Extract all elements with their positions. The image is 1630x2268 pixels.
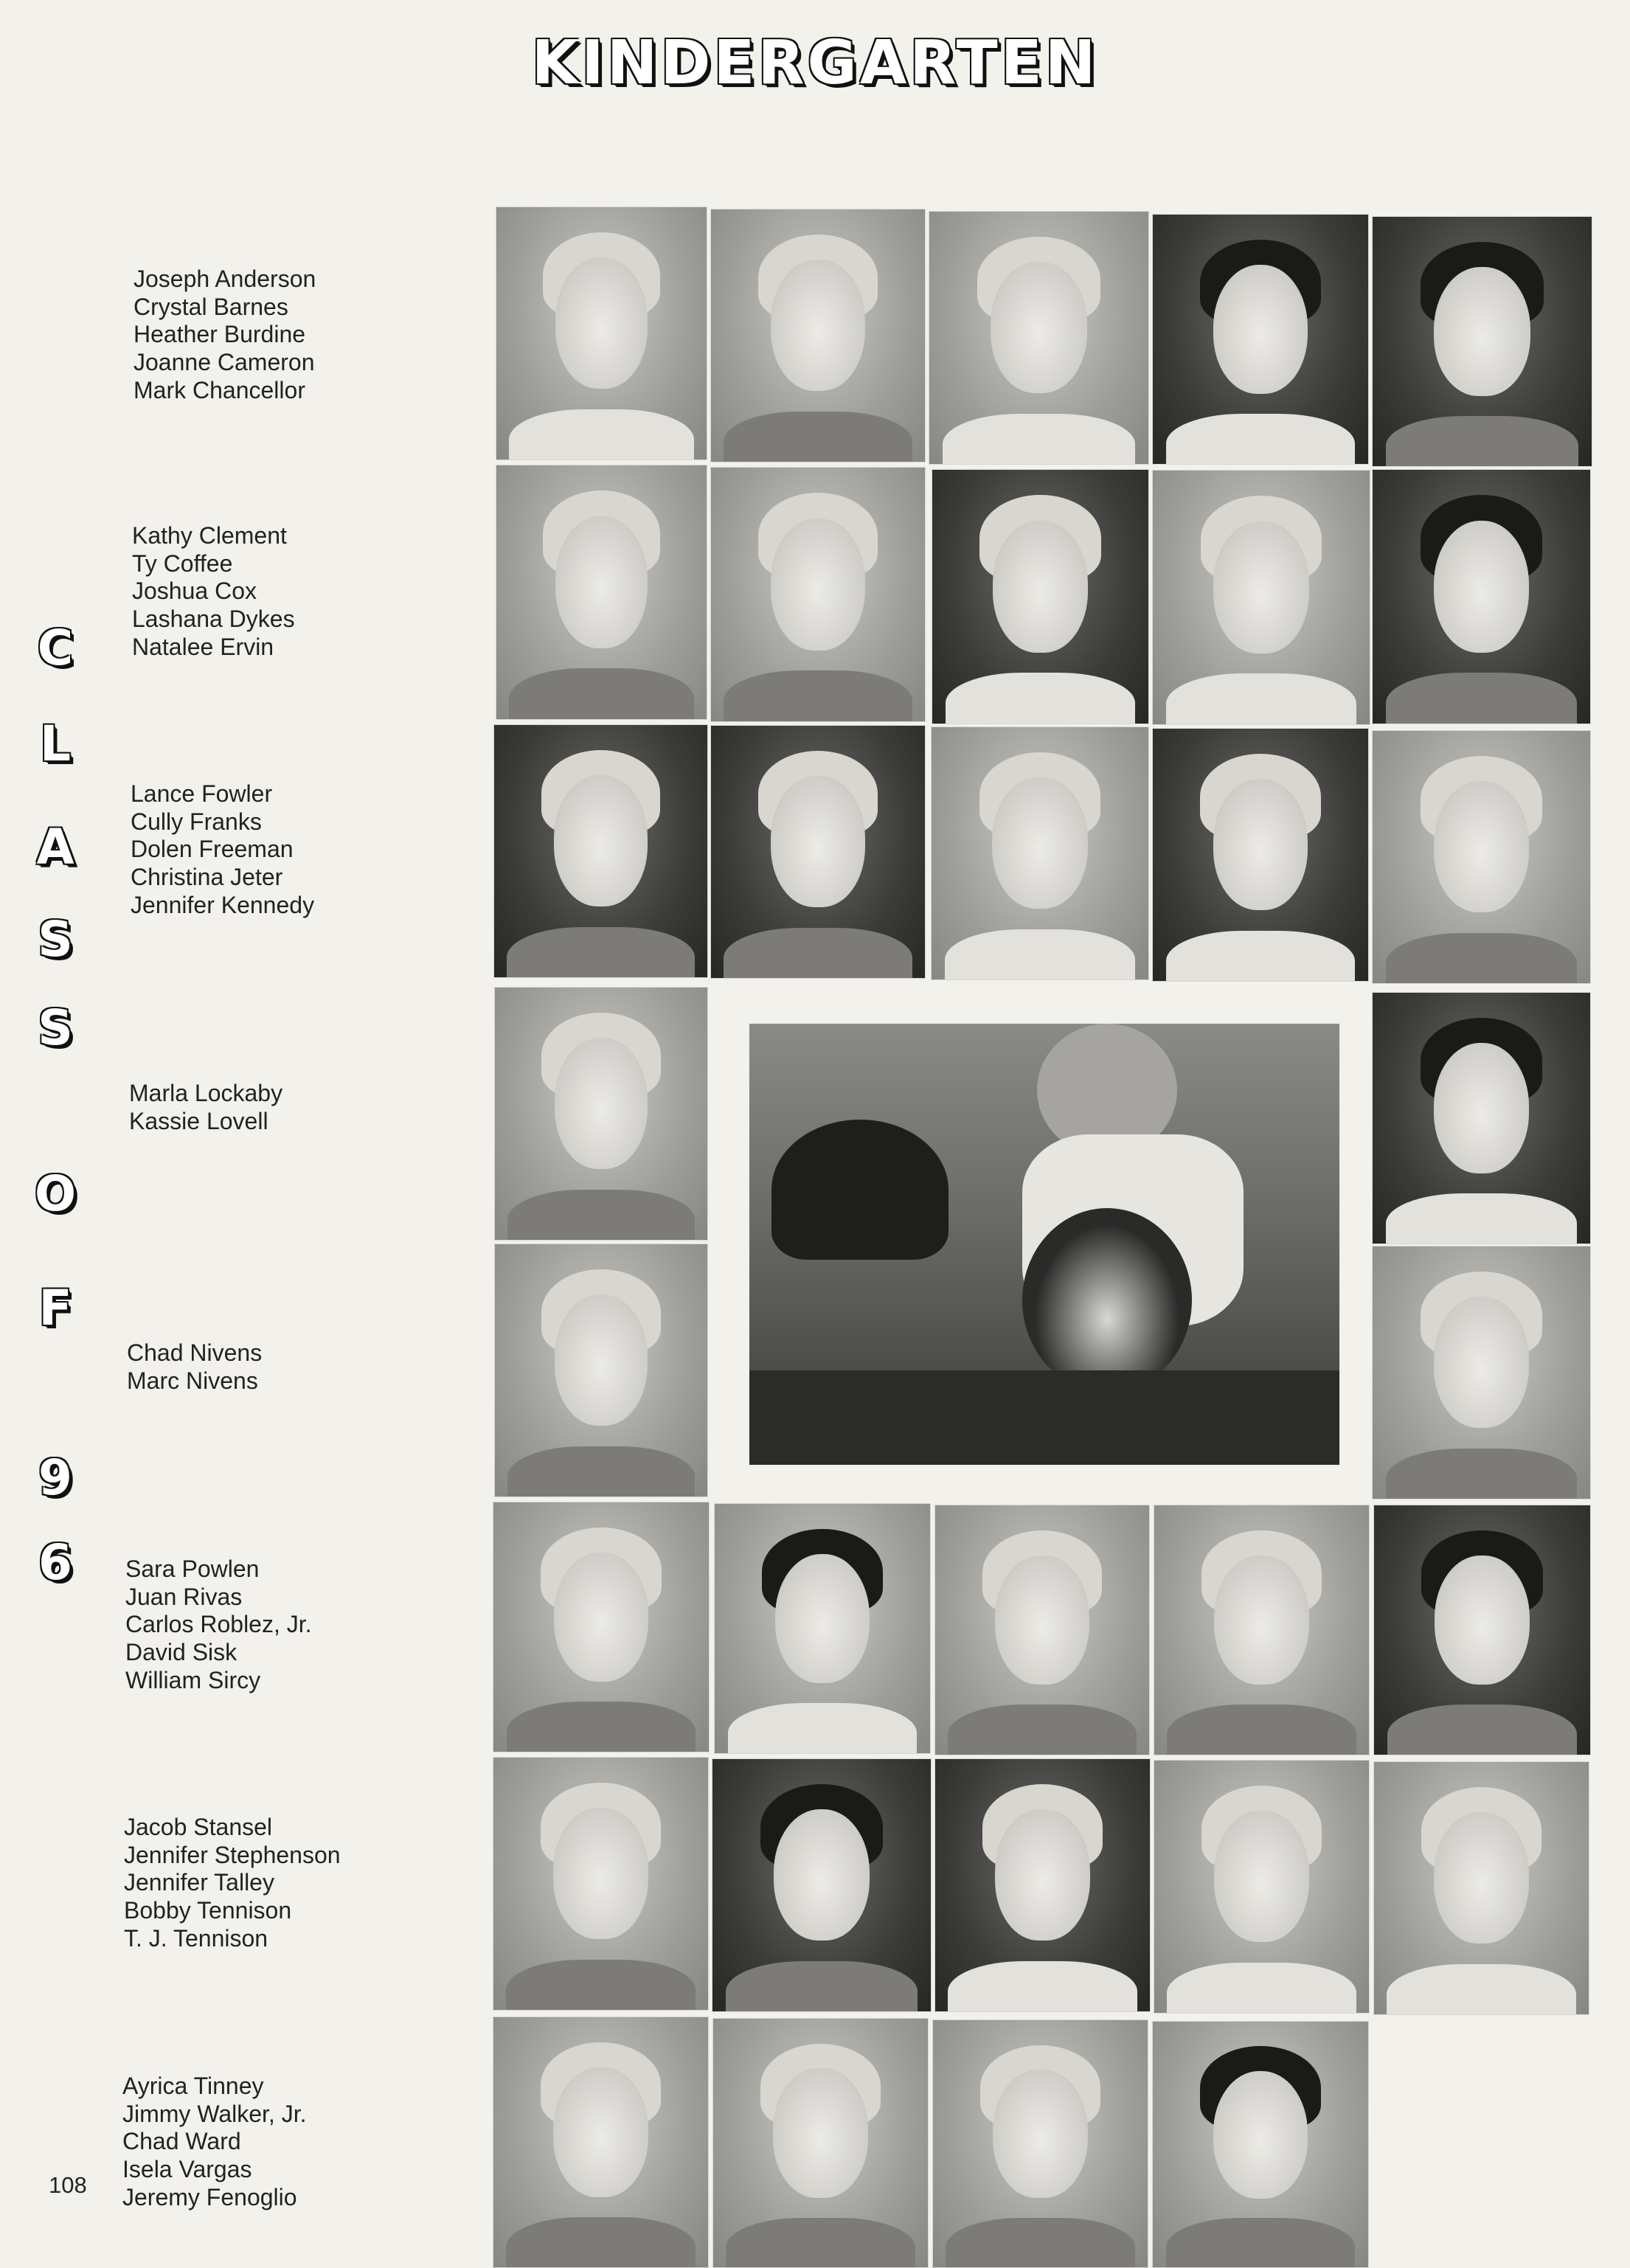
page-title: KINDERGARTEN bbox=[531, 28, 1099, 98]
student-name: Jimmy Walker, Jr. bbox=[122, 2100, 307, 2127]
student-name: Kathy Clement bbox=[132, 522, 287, 549]
student-name: Chad Ward bbox=[122, 2128, 241, 2155]
student-name: Marla Lockaby bbox=[129, 1080, 283, 1106]
page-number: 108 bbox=[49, 2172, 87, 2198]
student-portrait bbox=[1154, 1505, 1370, 1755]
side-letter: S bbox=[38, 911, 73, 968]
student-name: Jeremy Fenoglio bbox=[122, 2183, 297, 2210]
name-list bbox=[125, 1556, 312, 1695]
student-portrait bbox=[1372, 216, 1592, 467]
student-portrait bbox=[1152, 2021, 1369, 2268]
student-name: Dolen Freeman bbox=[131, 836, 294, 863]
student-portrait bbox=[712, 1758, 932, 2012]
student-portrait bbox=[1152, 214, 1369, 465]
side-letter: 6 bbox=[38, 1534, 72, 1591]
student-portrait bbox=[493, 724, 708, 978]
student-portrait bbox=[1152, 470, 1370, 725]
name-list bbox=[122, 2073, 306, 2212]
student-portrait bbox=[1373, 1761, 1589, 2015]
student-portrait bbox=[496, 207, 707, 460]
student-name: Ayrica Tinney bbox=[122, 2073, 264, 2099]
student-portrait bbox=[494, 1244, 708, 1497]
student-portrait bbox=[932, 2019, 1148, 2268]
student-portrait bbox=[1372, 992, 1591, 1244]
student-portrait bbox=[710, 209, 926, 462]
student-name: William Sircy bbox=[125, 1666, 261, 1693]
student-portrait bbox=[494, 987, 708, 1241]
name-list bbox=[129, 1080, 282, 1135]
student-name: Juan Rivas bbox=[125, 1583, 243, 1610]
student-name: Lance Fowler bbox=[131, 780, 273, 807]
student-name: Jacob Stansel bbox=[124, 1814, 273, 1840]
student-portrait bbox=[929, 211, 1149, 465]
side-letter: C bbox=[37, 620, 74, 676]
student-name: Bobby Tennison bbox=[124, 1897, 292, 1924]
student-portrait bbox=[493, 1502, 710, 1752]
student-name: Carlos Roblez, Jr. bbox=[125, 1611, 312, 1638]
student-name: Natalee Ervin bbox=[132, 633, 274, 660]
student-name: Mark Chancellor bbox=[133, 376, 305, 403]
student-name: David Sisk bbox=[125, 1639, 237, 1666]
student-name: Heather Burdine bbox=[133, 321, 306, 348]
name-list bbox=[127, 1339, 262, 1395]
side-letter: S bbox=[38, 999, 73, 1056]
student-portrait bbox=[1154, 1760, 1370, 2014]
side-letter: F bbox=[38, 1280, 72, 1336]
student-name: Christina Jeter bbox=[131, 864, 283, 891]
student-name: Marc Nivens bbox=[127, 1367, 258, 1394]
student-portrait bbox=[712, 2018, 929, 2268]
student-name: Jennifer Stephenson bbox=[124, 1841, 341, 1868]
student-name: Kassie Lovell bbox=[129, 1107, 268, 1134]
name-list bbox=[133, 266, 316, 405]
student-portrait bbox=[714, 1503, 931, 1754]
student-name: Cully Franks bbox=[131, 808, 262, 835]
side-letter: O bbox=[34, 1165, 77, 1222]
student-portrait bbox=[496, 465, 707, 720]
student-name: T. J. Tennison bbox=[124, 1924, 268, 1952]
student-portrait bbox=[932, 469, 1149, 724]
student-name: Joanne Cameron bbox=[133, 349, 315, 376]
student-portrait bbox=[931, 726, 1149, 980]
name-list bbox=[124, 1814, 341, 1953]
name-list bbox=[131, 780, 314, 920]
student-name: Jennifer Talley bbox=[124, 1869, 274, 1896]
student-name: Lashana Dykes bbox=[132, 606, 295, 633]
student-portrait bbox=[1152, 728, 1369, 982]
classroom-candid-photo bbox=[748, 1022, 1341, 1466]
side-letter: L bbox=[39, 715, 72, 772]
student-portrait bbox=[934, 1505, 1150, 1755]
student-name: Crystal Barnes bbox=[133, 293, 288, 320]
student-name: Joseph Anderson bbox=[133, 266, 316, 292]
student-portrait bbox=[493, 2016, 709, 2268]
student-name: Chad Nivens bbox=[127, 1339, 263, 1366]
student-portrait bbox=[710, 725, 926, 979]
side-letter: 9 bbox=[38, 1449, 72, 1506]
student-portrait bbox=[1372, 1246, 1591, 1499]
side-letter: A bbox=[36, 819, 74, 875]
student-name: Jennifer Kennedy bbox=[131, 891, 315, 918]
student-portrait bbox=[1373, 1505, 1591, 1755]
student-portrait bbox=[493, 1757, 709, 2011]
student-name: Sara Powlen bbox=[125, 1556, 260, 1582]
student-name: Ty Coffee bbox=[132, 549, 233, 577]
student-portrait bbox=[934, 1758, 1151, 2012]
student-name: Joshua Cox bbox=[132, 578, 257, 605]
student-portrait bbox=[710, 467, 926, 722]
name-list bbox=[132, 522, 295, 662]
student-name: Isela Vargas bbox=[122, 2156, 252, 2183]
student-portrait bbox=[1372, 469, 1591, 724]
student-portrait bbox=[1372, 730, 1591, 984]
